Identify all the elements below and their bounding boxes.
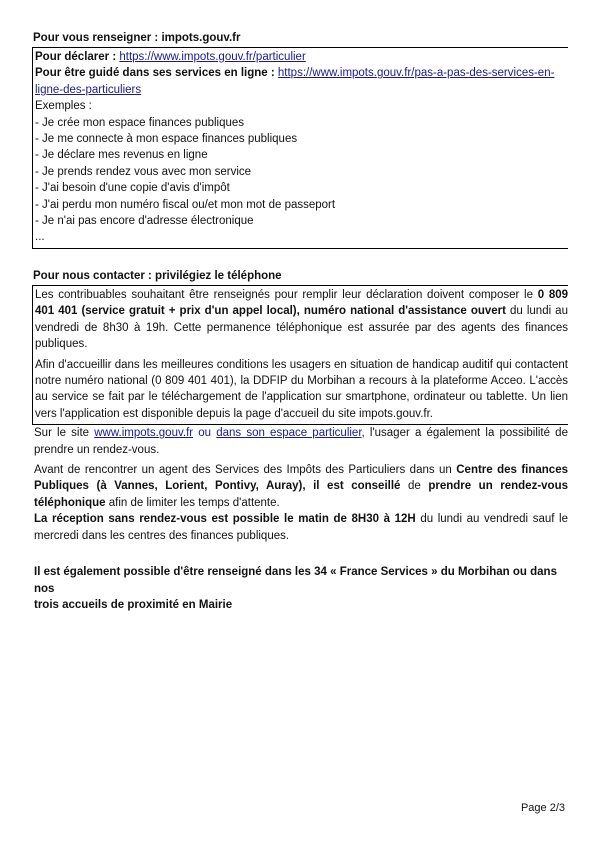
example-item: - Je déclare mes revenus en ligne <box>35 149 208 162</box>
page-number: Page 2/3 <box>520 802 565 814</box>
info-section-body <box>32 48 568 249</box>
center-paragraph <box>34 462 568 511</box>
guide-link-continued[interactable]: ligne-des-particuliers <box>35 83 142 96</box>
appointment-or-text: ou <box>198 427 212 440</box>
center-de-text: de <box>407 480 421 493</box>
example-item: - J'ai perdu mon numéro fiscal ou/et mon mot de passeport <box>35 198 336 211</box>
phone-intro-text: Les contribuables souhaitant être renseignés pour remplir leur déclaration doivent composer le <box>35 289 533 301</box>
guide-link-continued-row <box>35 82 568 98</box>
phone-hours-text: du lundi au vendredi de 8h30 à 19h. Cette permanence téléphonique est assurée par des agents des finances publiques. <box>35 305 568 351</box>
reception-paragraph <box>34 511 568 544</box>
examples-list <box>35 115 568 246</box>
info-section <box>32 30 568 249</box>
closing-line-1: Il est également possible d'être renseigné dans les 34 « France Services » du Morbihan ou dans nos <box>34 566 557 595</box>
examples-label: Exemples : <box>35 100 92 113</box>
example-item: - Je crée mon espace finances publiques <box>35 116 245 129</box>
contact-section-body <box>32 286 568 425</box>
contact-section <box>32 268 568 613</box>
closing-line-2: trois accueils de proximité en Mairie <box>34 598 233 611</box>
particulier-space-link[interactable]: dans son espace particulier <box>216 427 362 440</box>
guide-row <box>35 65 568 81</box>
example-item: - J'ai besoin d'une copie d'avis d'impôt <box>35 182 230 195</box>
acceo-paragraph: Afin d'accueillir dans les meilleures conditions les usagers en situation de handicap auditif qui contactent notre numéro national (0 809 401 401), la DDFIP du Morbihan a recours à la plateforme Acceo. L'accès au service se fait par le téléchargement de l'application sur smartphone, ordinateur ou tablette. Un lien vers l'application est disponible depuis la page d'accueil du site impots.gouv.fr. <box>35 358 568 420</box>
declarer-link[interactable]: https://www.impots.gouv.fr/particulier <box>119 51 306 63</box>
reception-hours-text: La réception sans rendez-vous est possible le matin de 8H30 à 12H <box>34 513 416 526</box>
closing-paragraph <box>34 564 568 613</box>
guide-link[interactable]: https://www.impots.gouv.fr/pas-a-pas-des-services-en- <box>277 67 555 80</box>
center-wait-text: afin de limiter les temps d'attente. <box>108 496 280 509</box>
center-intro-text: Avant de rencontrer un agent des Services des Impôts des Particuliers dans un <box>34 464 452 477</box>
example-item: - Je prends rendez vous avec mon service <box>35 165 252 178</box>
contact-section-title: Pour nous contacter : privilégiez le téléphone <box>32 268 568 286</box>
center-names-text: Centre des finances Publiques (à Vannes, Lorient, Pontivy, Auray), il est conseillé <box>34 464 568 493</box>
example-item: - Je n'ai pas encore d'adresse électronique <box>35 215 254 228</box>
phone-paragraph <box>35 287 568 353</box>
declarer-label: Pour déclarer : <box>35 51 117 63</box>
center-appointment-text: prendre un rendez-vous téléphonique <box>34 480 568 509</box>
appointment-intro-text: Sur le site <box>34 427 90 440</box>
appointment-paragraph <box>34 425 568 458</box>
impots-site-link[interactable]: www.impots.gouv.fr <box>94 427 194 440</box>
info-section-title: Pour vous renseigner : impots.gouv.fr <box>32 30 568 48</box>
guide-label: Pour être guidé dans ses services en ligne : <box>35 67 275 80</box>
declarer-row <box>35 49 568 65</box>
phone-number-text: 0 809 401 401 (service gratuit + prix d'un appel local), numéro national d'assistance ouvert <box>35 289 569 318</box>
example-item: ... <box>35 231 45 244</box>
reception-days-text: du lundi au vendredi sauf le mercredi dans les centres des finances publiques. <box>34 513 569 542</box>
appointment-rest-text: , l'usager a également la possibilité de prendre un rendez-vous. <box>34 427 568 456</box>
example-item: - Je me connecte à mon espace finances publiques <box>35 133 298 146</box>
